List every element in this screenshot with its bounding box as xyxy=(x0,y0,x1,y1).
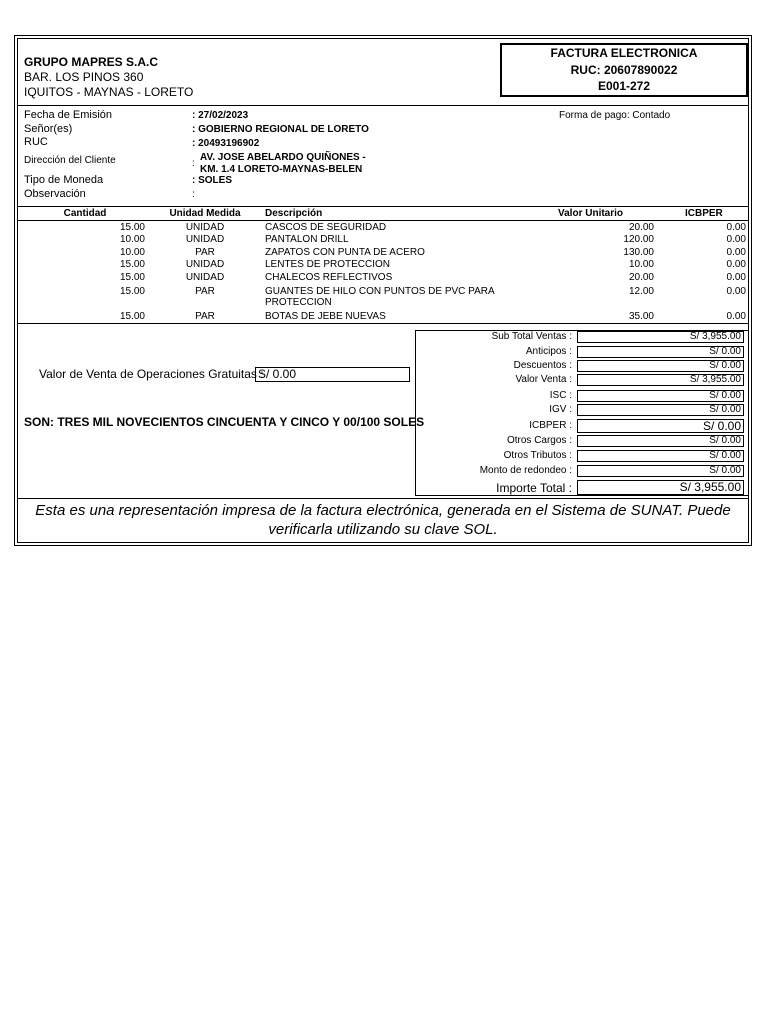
isc-label: ISC : xyxy=(549,390,572,401)
cell-unidad: PAR xyxy=(195,286,215,297)
observacion-value: : xyxy=(192,189,195,200)
cell-cantidad: 15.00 xyxy=(119,272,145,283)
gratuitas-label: Valor de Venta de Operaciones Gratuitas : xyxy=(39,367,264,381)
moneda-label: Tipo de Moneda xyxy=(24,174,104,186)
cell-icbper: 0.00 xyxy=(726,272,746,283)
direccion-line2: KM. 1.4 LORETO-MAYNAS-BELEN xyxy=(200,164,363,175)
document-ruc: RUC: 20607890022 xyxy=(570,63,678,77)
cell-icbper: 0.00 xyxy=(726,286,746,297)
observacion-label: Observación xyxy=(24,188,86,200)
senor-value: : GOBIERNO REGIONAL DE LORETO xyxy=(192,124,369,135)
cell-cantidad: 15.00 xyxy=(119,222,145,233)
valor-venta-label: Valor Venta : xyxy=(515,374,572,385)
cell-cantidad: 15.00 xyxy=(119,259,145,270)
cell-valor-unitario: 20.00 xyxy=(628,272,654,283)
col-header-valor-unitario: Valor Unitario xyxy=(558,208,624,219)
redondeo-value: S/ 0.00 xyxy=(577,465,744,477)
col-header-cantidad: Cantidad xyxy=(63,208,107,219)
table-header-rule xyxy=(17,220,749,221)
importe-total-label: Importe Total : xyxy=(496,481,572,495)
amount-in-words: SON: TRES MIL NOVECIENTOS CINCUENTA Y CINCO Y 00/100 SOLES xyxy=(24,415,425,429)
cell-descripcion: PANTALON DRILL xyxy=(265,234,349,245)
anticipos-value: S/ 0.00 xyxy=(577,346,744,358)
cell-valor-unitario: 20.00 xyxy=(628,222,654,233)
moneda-value: : SOLES xyxy=(192,175,233,186)
cell-icbper: 0.00 xyxy=(726,247,746,258)
cell-valor-unitario: 10.00 xyxy=(628,259,654,270)
descuentos-label: Descuentos : xyxy=(513,360,572,371)
table-bottom-rule xyxy=(17,323,749,324)
direccion-label: Dirección del Cliente xyxy=(24,155,116,166)
cell-descripcion: CHALECOS REFLECTIVOS xyxy=(265,272,393,283)
valor-venta-value: S/ 3,955.00 xyxy=(577,374,744,386)
issuer-city: IQUITOS - MAYNAS - LORETO xyxy=(24,85,194,99)
fecha-value: : 27/02/2023 xyxy=(192,110,249,121)
cell-icbper: 0.00 xyxy=(726,222,746,233)
cell-icbper: 0.00 xyxy=(726,234,746,245)
igv-value: S/ 0.00 xyxy=(577,404,744,416)
cell-icbper: 0.00 xyxy=(726,311,746,322)
issuer-name: GRUPO MAPRES S.A.C xyxy=(24,55,159,69)
cell-valor-unitario: 35.00 xyxy=(628,311,654,322)
cell-descripcion-cont: PROTECCION xyxy=(265,297,332,308)
header-divider xyxy=(17,105,749,106)
cell-cantidad: 15.00 xyxy=(119,286,145,297)
gratuitas-value: S/ 0.00 xyxy=(255,367,410,382)
otros-tributos-label: Otros Tributos : xyxy=(503,450,572,461)
subtotal-value: S/ 3,955.00 xyxy=(577,331,744,343)
cell-descripcion: BOTAS DE JEBE NUEVAS xyxy=(265,311,386,322)
isc-value: S/ 0.00 xyxy=(577,390,744,402)
cell-cantidad: 15.00 xyxy=(119,311,145,322)
igv-label: IGV : xyxy=(549,404,572,415)
subtotal-label: Sub Total Ventas : xyxy=(491,331,572,342)
icbper-label: ICBPER : xyxy=(529,420,572,431)
cell-descripcion: ZAPATOS CON PUNTA DE ACERO xyxy=(265,247,425,258)
col-header-icbper: ICBPER xyxy=(685,208,723,219)
cell-unidad: UNIDAD xyxy=(185,272,225,283)
col-header-unidad: Unidad Medida xyxy=(169,208,241,219)
cell-unidad: UNIDAD xyxy=(185,259,225,270)
senor-label: Señor(es) xyxy=(24,123,73,135)
importe-total-value: S/ 3,955.00 xyxy=(577,480,744,495)
otros-tributos-value: S/ 0.00 xyxy=(577,450,744,462)
cell-unidad: PAR xyxy=(195,247,215,258)
cell-cantidad: 10.00 xyxy=(119,247,145,258)
footer-divider xyxy=(17,498,749,499)
cell-icbper: 0.00 xyxy=(726,259,746,270)
redondeo-label: Monto de redondeo : xyxy=(479,465,572,476)
cell-unidad: UNIDAD xyxy=(185,222,225,233)
cell-unidad: PAR xyxy=(195,311,215,322)
document-type: FACTURA ELECTRONICA xyxy=(550,46,698,60)
direccion-line1: AV. JOSE ABELARDO QUIÑONES - xyxy=(200,152,366,163)
icbper-value: S/ 0.00 xyxy=(577,419,744,433)
cell-cantidad: 10.00 xyxy=(119,234,145,245)
sunat-footer-note: Esta es una representación impresa de la factura electrónica, generada en el Sistema de SUNAT. Puede verificarla utilizando su clave SOL. xyxy=(35,502,731,538)
otros-cargos-label: Otros Cargos : xyxy=(506,435,572,446)
document-number: E001-272 xyxy=(597,79,651,93)
descuentos-value: S/ 0.00 xyxy=(577,360,744,372)
fecha-label: Fecha de Emisión xyxy=(24,109,113,121)
ruc-value: : 20493196902 xyxy=(192,138,260,149)
cell-descripcion: LENTES DE PROTECCION xyxy=(265,259,391,270)
cell-unidad: UNIDAD xyxy=(185,234,225,245)
anticipos-label: Anticipos : xyxy=(525,346,572,357)
cell-valor-unitario: 12.00 xyxy=(628,286,654,297)
otros-cargos-value: S/ 0.00 xyxy=(577,435,744,447)
forma-pago: Forma de pago: Contado xyxy=(559,110,671,121)
col-header-descripcion: Descripción xyxy=(265,208,323,219)
direccion-colon: : xyxy=(192,158,195,169)
cell-descripcion: CASCOS DE SEGURIDAD xyxy=(265,222,387,233)
issuer-address: BAR. LOS PINOS 360 xyxy=(24,70,144,84)
ruc-label: RUC xyxy=(24,136,48,148)
cell-descripcion: GUANTES DE HILO CON PUNTOS DE PVC PARA xyxy=(265,286,495,297)
table-top-rule xyxy=(17,206,749,207)
cell-valor-unitario: 130.00 xyxy=(623,247,654,258)
cell-valor-unitario: 120.00 xyxy=(623,234,654,245)
